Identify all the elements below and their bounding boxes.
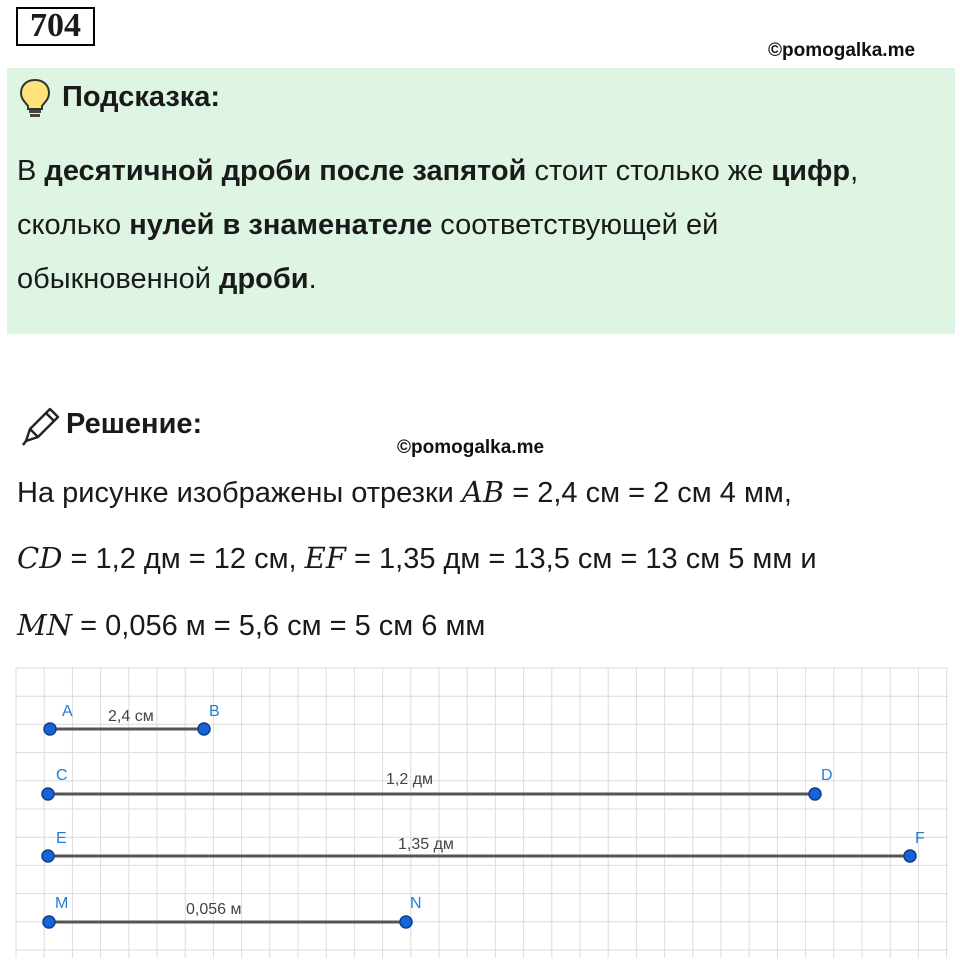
point-f [904,850,916,862]
label-c: C [56,767,68,784]
label-n: N [410,895,422,912]
solution-title: Решение: [66,408,203,440]
grid [16,668,948,958]
length-mn: 0,056 м [186,901,242,918]
hint-title: Подсказка: [62,81,221,113]
solution-line-2: CD = 1,2 дм = 12 см, EF = 1,35 дм = 13,5 см = 13 см 5 мм и [17,541,817,575]
point-n [400,916,412,928]
point-e [42,850,54,862]
watermark-top: ©pomogalka.me [768,40,916,61]
point-a [44,723,56,735]
hint-line-1: В десятичной дроби после запятой стоит столько же цифр, [17,155,859,187]
watermark-middle: ©pomogalka.me [397,437,545,458]
length-ab: 2,4 см [108,708,154,725]
point-b [198,723,210,735]
hint-line-3: обыкновенной дроби. [17,263,317,295]
hint-line-2: сколько нулей в знаменателе соответствующей ей [17,209,719,241]
label-a: A [62,703,73,720]
solution-line-1: На рисунке изображены отрезки AB = 2,4 см = 2 см 4 мм, [17,475,792,509]
label-e: E [56,830,67,847]
length-cd: 1,2 дм [386,771,434,788]
length-ef: 1,35 дм [398,836,454,853]
label-f: F [915,830,925,847]
point-m [43,916,55,928]
point-c [42,788,54,800]
exercise-number: 704 [16,7,95,46]
label-d: D [821,767,833,784]
label-b: B [209,703,220,720]
solution-line-3: MN = 0,056 м = 5,6 см = 5 см 6 мм [17,608,486,642]
label-m: M [55,895,69,912]
point-d [809,788,821,800]
